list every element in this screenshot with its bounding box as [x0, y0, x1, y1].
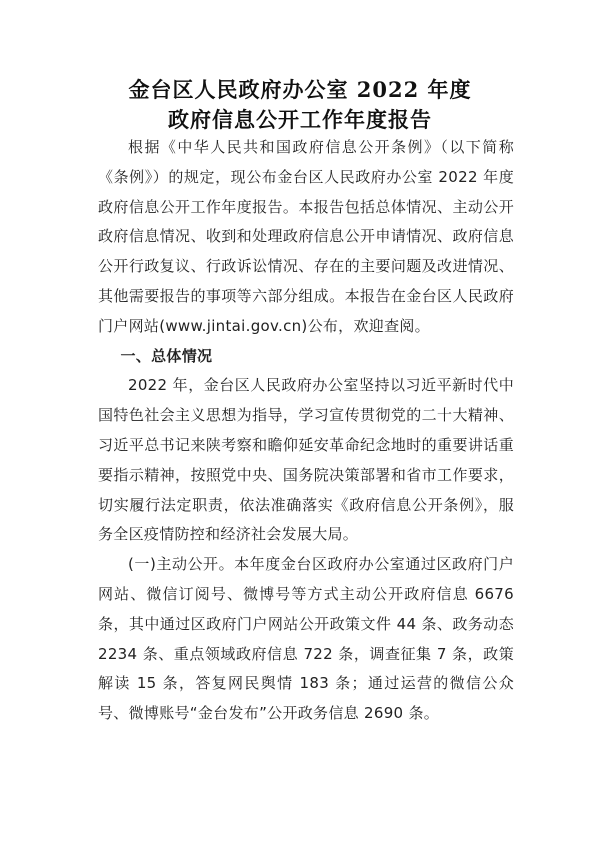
proactive-disclosure-paragraph: (一)主动公开。本年度金台区政府办公室通过区政府门户网站、微信订阅号、微博号等方式主动公开政府信息 6676 条，其中通过区政府门户网站公开政策文件 44 条、政务动态 2234 条、重点领域政府信息 722 条，调查征集 7 条，政策解读 15 条，答复网民舆情 183 条；通过运营的微信公众号、微博账号“金台发布”公开政务信息 2690 条。 — [98, 555, 514, 723]
intro-paragraph: 根据《中华人民共和国政府信息公开条例》（以下简称《条例》）的规定，现公布金台区人民政府办公室 2022 年度政府信息公开工作年度报告。本报告包括总体情况、主动公开政府信息情况、收到和处理政府信息公开申请情况、政府信息公开行政复议、行政诉讼情况、存在的主要问题及改进情况、其他需要报告的事项等六部分组成。本报告在金台区人民政府门户网站(www.jintai.gov.cn)公布，欢迎查阅。 — [98, 138, 514, 335]
report-body — [98, 133, 514, 729]
overview-paragraph: 2022 年，金台区人民政府办公室坚持以习近平新时代中国特色社会主义思想为指导，学习宣传贯彻党的二十大精神、习近平总书记来陕考察和瞻仰延安革命纪念地时的重要讲话重要指示精神，按照党中央、国务院决策部署和省市工作要求，切实履行法定职责，依法准确落实《政府信息公开条例》，服务全区疫情防控和经济社会发展大局。 — [98, 376, 514, 544]
section-heading-overview: 一、总体情况 — [120, 346, 213, 365]
report-title-line1: 金台区人民政府办公室 2022 年度 — [128, 77, 472, 102]
report-title-line2: 政府信息公开工作年度报告 — [168, 107, 432, 132]
